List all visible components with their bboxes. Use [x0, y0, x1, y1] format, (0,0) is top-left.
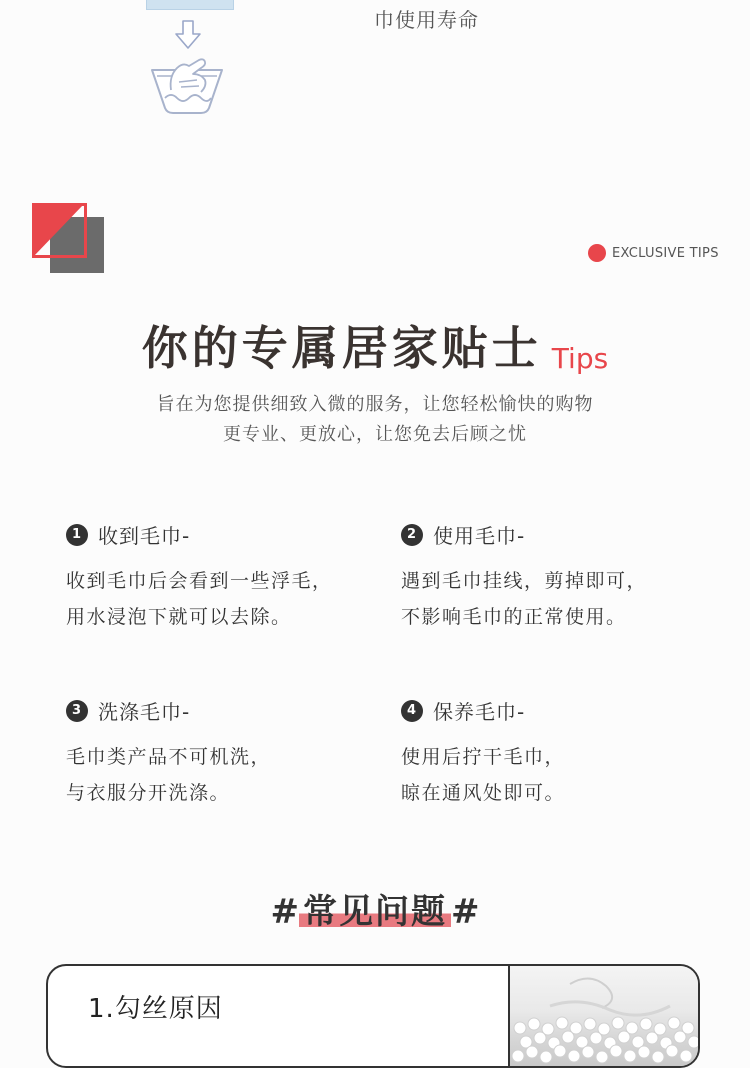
tip-line: 不影响毛巾的正常使用。 — [401, 606, 627, 628]
faq-title-text: 常见问题 — [299, 884, 451, 933]
number-1-icon: 1 — [66, 524, 88, 546]
down-arrow-icon — [174, 20, 202, 50]
hash-right: # — [451, 892, 480, 932]
tip-line: 使用后拧干毛巾， — [401, 746, 566, 768]
tip-item-1 — [66, 520, 333, 635]
tip-item-4 — [401, 696, 565, 811]
life-text: 巾使用寿命 — [374, 8, 479, 32]
number-3-icon: 3 — [66, 700, 88, 722]
tip-line: 与衣服分开洗涤。 — [66, 782, 231, 804]
tip-line: 晾在通风处即可。 — [401, 782, 566, 804]
towel-snag-photo — [508, 966, 700, 1066]
exclusive-tips-text: EXCLUSIVE TIPS — [612, 245, 719, 261]
title-english: Tips — [551, 342, 609, 375]
exclusive-tips-label — [588, 244, 719, 262]
decorative-square-logo — [31, 202, 105, 276]
tip-title: 使用毛巾- — [433, 524, 526, 548]
number-4-icon: 4 — [401, 700, 423, 722]
tip-line: 用水浸泡下就可以去除。 — [66, 606, 292, 628]
number-2-icon: 2 — [401, 524, 423, 546]
tip-item-3 — [66, 696, 271, 811]
title-chinese: 你的专属居家贴士 — [141, 321, 542, 375]
tip-title: 洗涤毛巾- — [98, 700, 191, 724]
faq-heading — [0, 884, 750, 933]
hash-left: # — [270, 892, 299, 932]
subtitle-line-1: 旨在为您提供细致入微的服务，让您轻松愉快的购物 — [156, 394, 594, 415]
wash-instruction-bar — [146, 0, 234, 10]
red-dot-icon — [588, 244, 606, 262]
tip-title: 保养毛巾- — [433, 700, 526, 724]
faq-card — [46, 964, 700, 1068]
tip-line: 遇到毛巾挂线，剪掉即可， — [401, 570, 648, 592]
tip-title: 收到毛巾- — [98, 524, 191, 548]
tip-line: 毛巾类产品不可机洗， — [66, 746, 272, 768]
towel-texture-image — [510, 966, 700, 1066]
hand-wash-basin-icon — [149, 52, 225, 116]
subtitle-line-2: 更专业、更放心，让您免去后顾之忧 — [223, 424, 527, 445]
tip-line: 收到毛巾后会看到一些浮毛， — [66, 570, 333, 592]
tip-item-2 — [401, 520, 647, 635]
page-title — [0, 312, 750, 378]
faq-card-title: 1.勾丝原因 — [88, 994, 223, 1024]
